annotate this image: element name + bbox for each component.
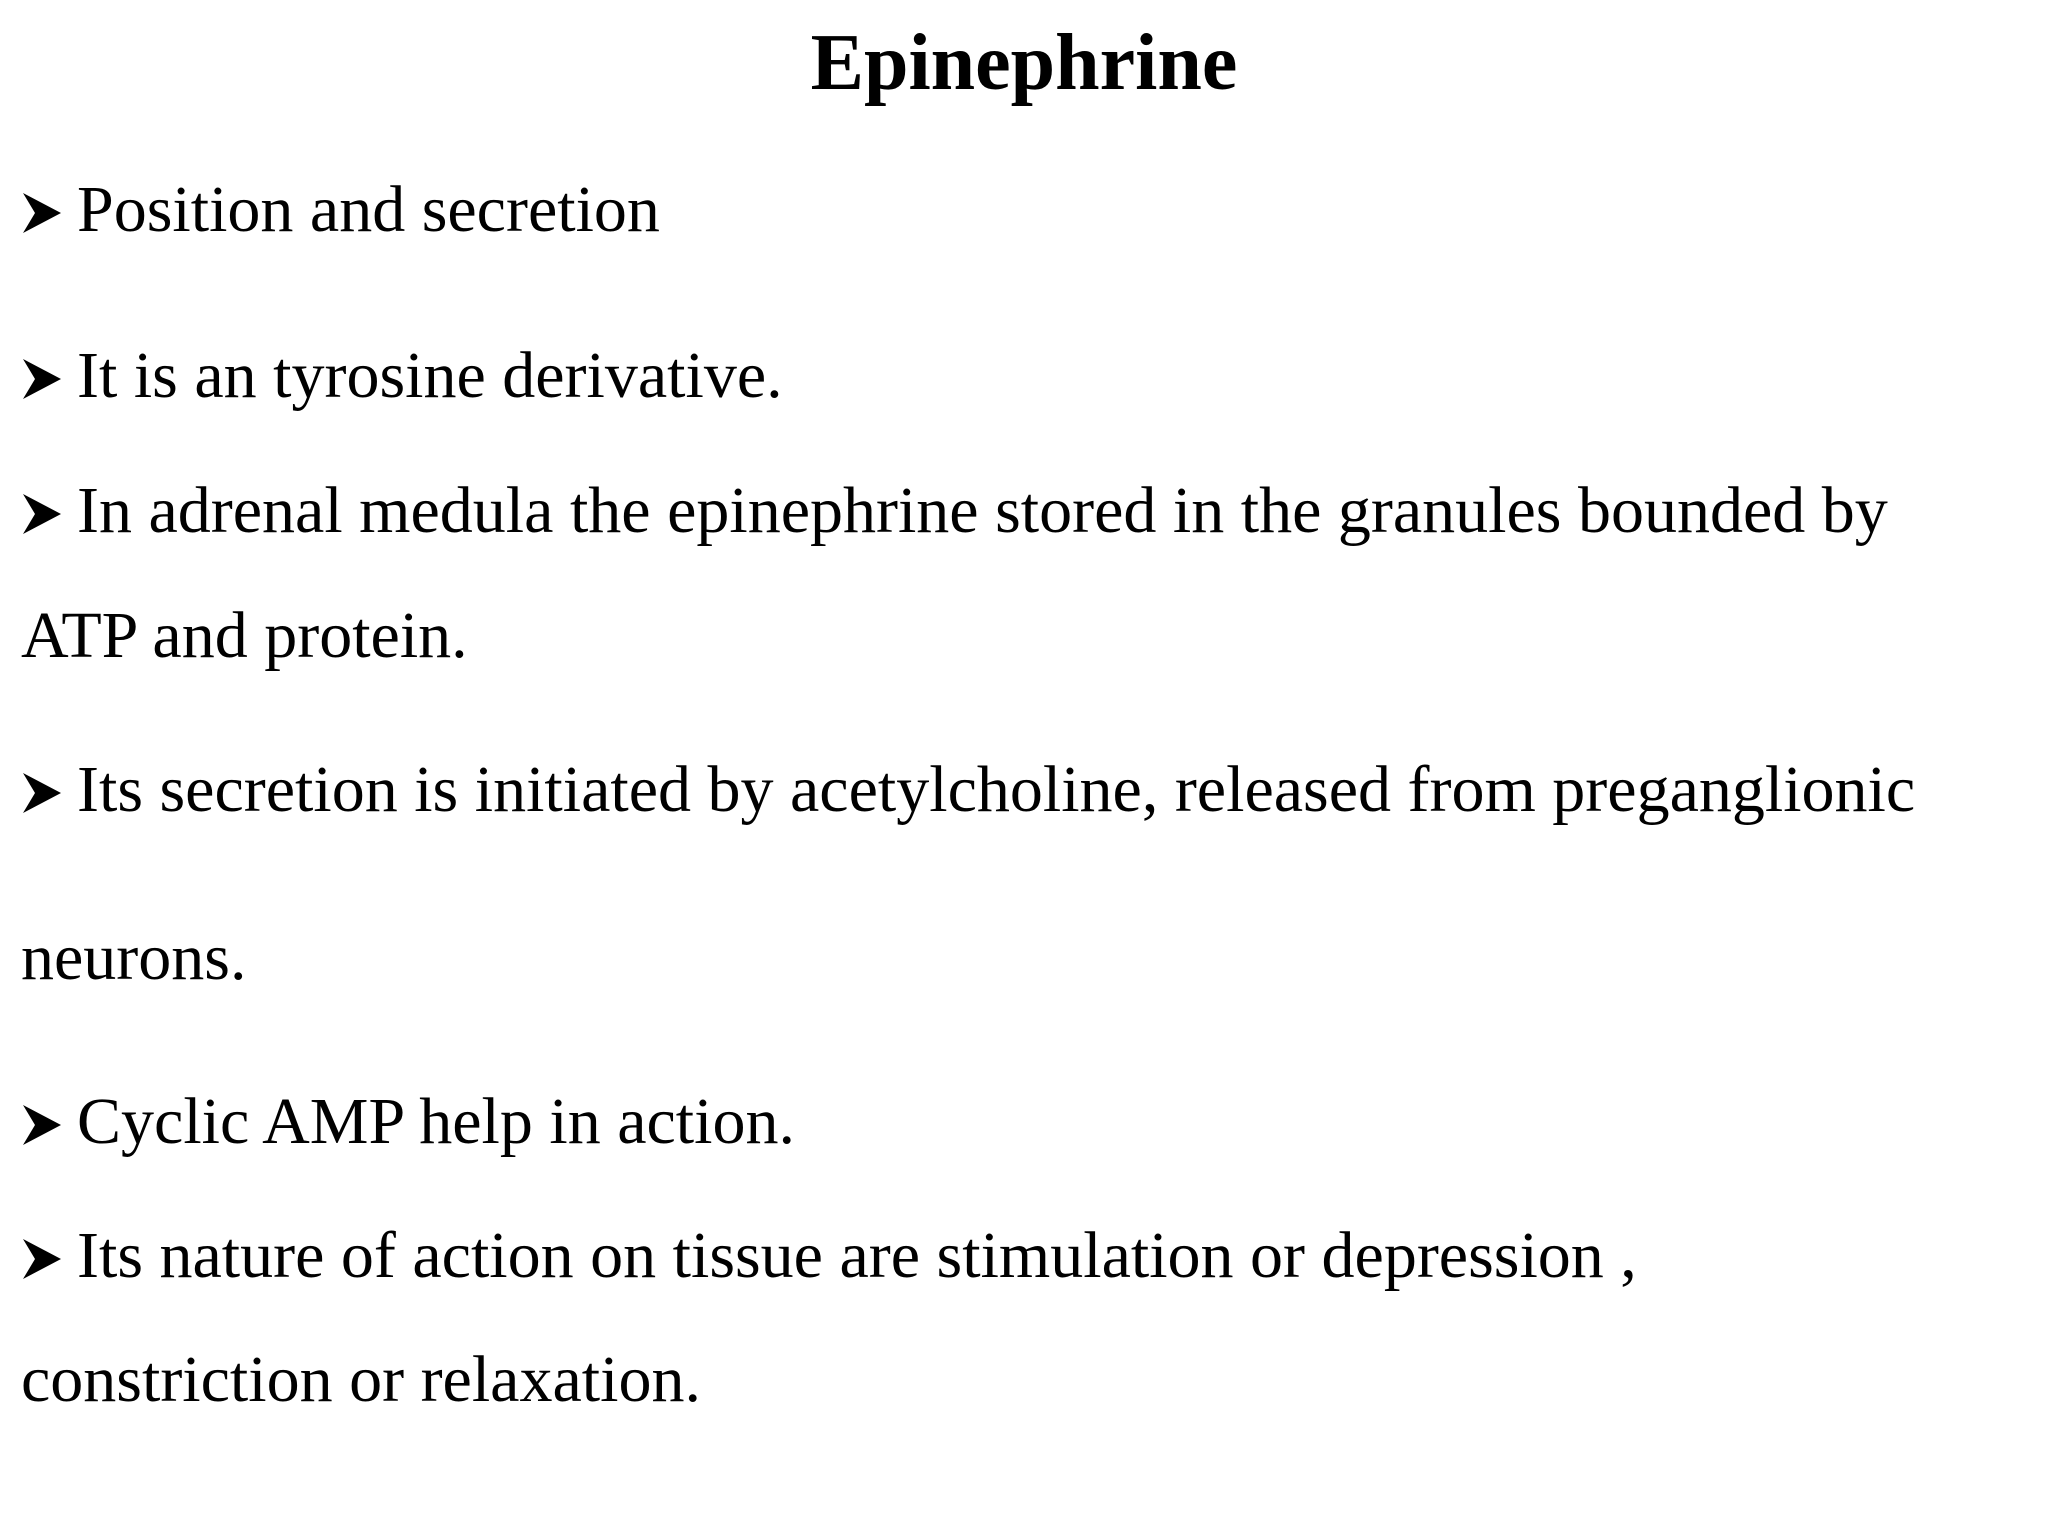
bullet-text: Cyclic AMP help in action.	[77, 1085, 795, 1158]
bullet-nature-of-action	[21, 1218, 1637, 1294]
slide-title: Epinephrine	[810, 19, 1238, 107]
bullet-secretion-initiated	[21, 752, 1915, 828]
bullet-text: Position and secretion	[77, 173, 660, 246]
bullet-tyrosine-derivative	[21, 338, 783, 414]
bullet-position-secretion	[21, 172, 660, 248]
continuation-line: neurons.	[21, 921, 247, 994]
bullet-adrenal-medula	[21, 473, 1888, 549]
arrowhead-bullet-icon	[21, 492, 63, 536]
arrowhead-bullet-icon	[21, 191, 63, 235]
continuation-line: constriction or relaxation.	[21, 1343, 701, 1416]
bullet-text: Its nature of action on tissue are stimulation or depression ,	[77, 1219, 1637, 1292]
bullet-text: It is an tyrosine derivative.	[77, 339, 783, 412]
bullet-text: In adrenal medula the epinephrine stored in the granules bounded by	[77, 474, 1888, 547]
continuation-line: ATP and protein.	[21, 599, 468, 672]
arrowhead-bullet-icon	[21, 357, 63, 401]
arrowhead-bullet-icon	[21, 1103, 63, 1147]
bullet-cyclic-amp	[21, 1084, 795, 1160]
arrowhead-bullet-icon	[21, 1237, 63, 1281]
arrowhead-bullet-icon	[21, 771, 63, 815]
bullet-text: Its secretion is initiated by acetylcholine, released from preganglionic	[77, 753, 1916, 826]
